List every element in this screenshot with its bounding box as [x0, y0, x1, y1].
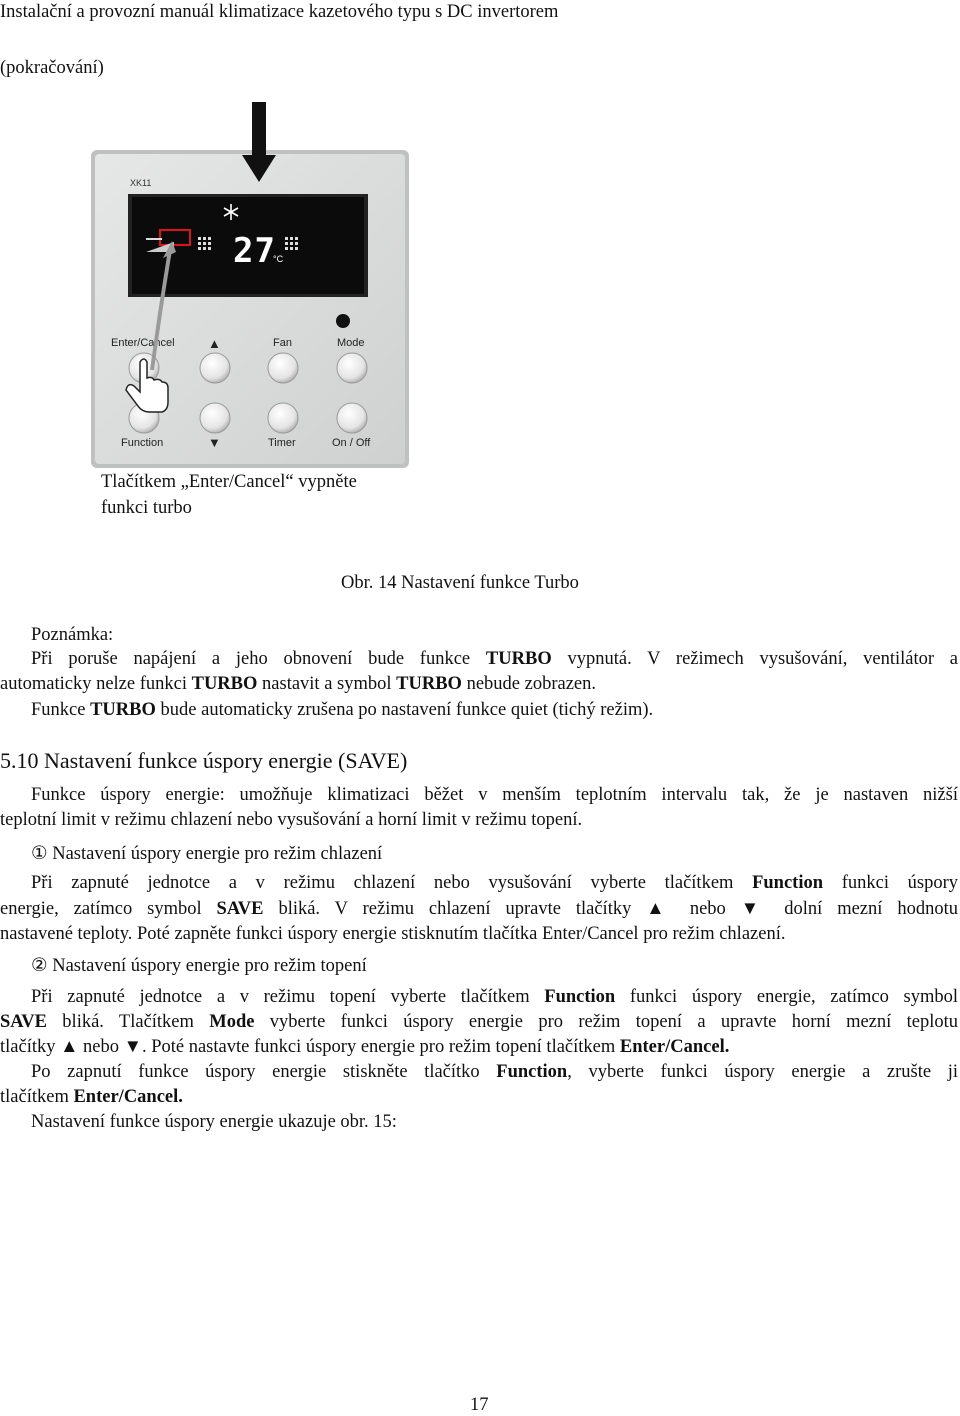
down-arrow-label: ▼ — [208, 435, 221, 450]
cooling-para-line-3: nastavené teploty. Poté zapněte funkci úspory energie stisknutím tlačítka Enter/Cancel pro režim chlazení. — [0, 924, 786, 944]
section-intro-1: Funkce úspory energie: umožňuje klimatizaci běžet v menším teplotním intervalu tak, že je nastaven nižší — [31, 785, 958, 805]
cancel-para-line-1: Po zapnutí funkce úspory energie stiskněte tlačítko Function, vyberte funkci úspory energie a zrušte ji — [31, 1062, 958, 1082]
on-off-label: On / Off — [332, 437, 371, 449]
function-label: Function — [121, 437, 164, 449]
mode-label: Mode — [337, 337, 365, 349]
heating-para-line-3: tlačítky ▲ nebo ▼. Poté nastavte funkci úspory energie pro režim topení tlačítkem Enter/Cancel. — [0, 1037, 730, 1057]
fan-button — [268, 353, 298, 383]
model-label: XK11 — [130, 178, 152, 188]
timer-label: Timer — [268, 437, 296, 449]
up-button — [200, 353, 230, 383]
cooling-para-line-2: energie, zatímco symbol SAVE bliká. V režimu chlazení upravte tlačítky ▲ nebo ▼ dolní mezní hodnotu — [0, 899, 958, 919]
temperature-readout: 27 — [233, 231, 276, 271]
temperature-unit: °C — [273, 254, 284, 264]
heating-para-line-2: SAVE bliká. Tlačítkem Mode vyberte funkci úspory energie pro režim topení a upravte horní mezní teplotu — [0, 1012, 958, 1032]
controller-figure — [90, 100, 410, 470]
enter-cancel-label: Enter/Cancel — [111, 337, 175, 349]
figure-caption-line1: Tlačítkem „Enter/Cancel“ vypněte — [101, 472, 357, 492]
on-off-button — [337, 403, 367, 433]
fan-level-right-icon — [285, 237, 298, 250]
cancel-para-line-2: tlačítkem Enter/Cancel. — [0, 1087, 183, 1107]
fan-level-left-icon — [198, 237, 211, 250]
down-button — [200, 403, 230, 433]
note-line-3: Funkce TURBO bude automaticky zrušena po nastavení funkce quiet (tichý režim). — [31, 700, 654, 720]
figure-caption-line2: funkci turbo — [101, 498, 192, 518]
page-number: 17 — [470, 1395, 489, 1415]
subsection-heating-title: ② Nastavení úspory energie pro režim topení — [31, 956, 367, 976]
subsection-cooling-title: ① Nastavení úspory energie pro režim chlazení — [31, 844, 383, 864]
up-arrow-label: ▲ — [208, 336, 221, 351]
page-header-title: Instalační a provozní manuál klimatizace kazetového typu s DC invertorem — [0, 2, 559, 22]
figure-number-caption: Obr. 14 Nastavení funkce Turbo — [341, 573, 579, 593]
note-line-2: automaticky nelze funkci TURBO nastavit a symbol TURBO nebude zobrazen. — [0, 674, 596, 694]
timer-button — [268, 403, 298, 433]
power-led — [336, 314, 350, 328]
heating-para-line-1: Při zapnuté jednotce a v režimu topení vyberte tlačítkem Function funkci úspory energie, zatímco symbol — [31, 987, 958, 1007]
section-intro-2: teplotní limit v režimu chlazení nebo vysušování a horní limit v režimu topení. — [0, 810, 583, 830]
note-line-1: Při poruše napájení a jeho obnovení bude funkce TURBO vypnutá. V režimech vysušování, ventilátor a — [31, 649, 958, 669]
section-heading: 5.10 Nastavení funkce úspory energie (SAVE) — [0, 748, 408, 773]
cooling-para-line-1: Při zapnuté jednotce a v režimu chlazení nebo vysušování vyberte tlačítkem Function funkci úspory — [31, 873, 958, 893]
mode-button — [337, 353, 367, 383]
figure-reference-line: Nastavení funkce úspory energie ukazuje obr. 15: — [31, 1112, 397, 1132]
note-label: Poznámka: — [31, 625, 114, 645]
fan-label: Fan — [273, 337, 292, 349]
continuation-label: (pokračování) — [0, 58, 104, 78]
